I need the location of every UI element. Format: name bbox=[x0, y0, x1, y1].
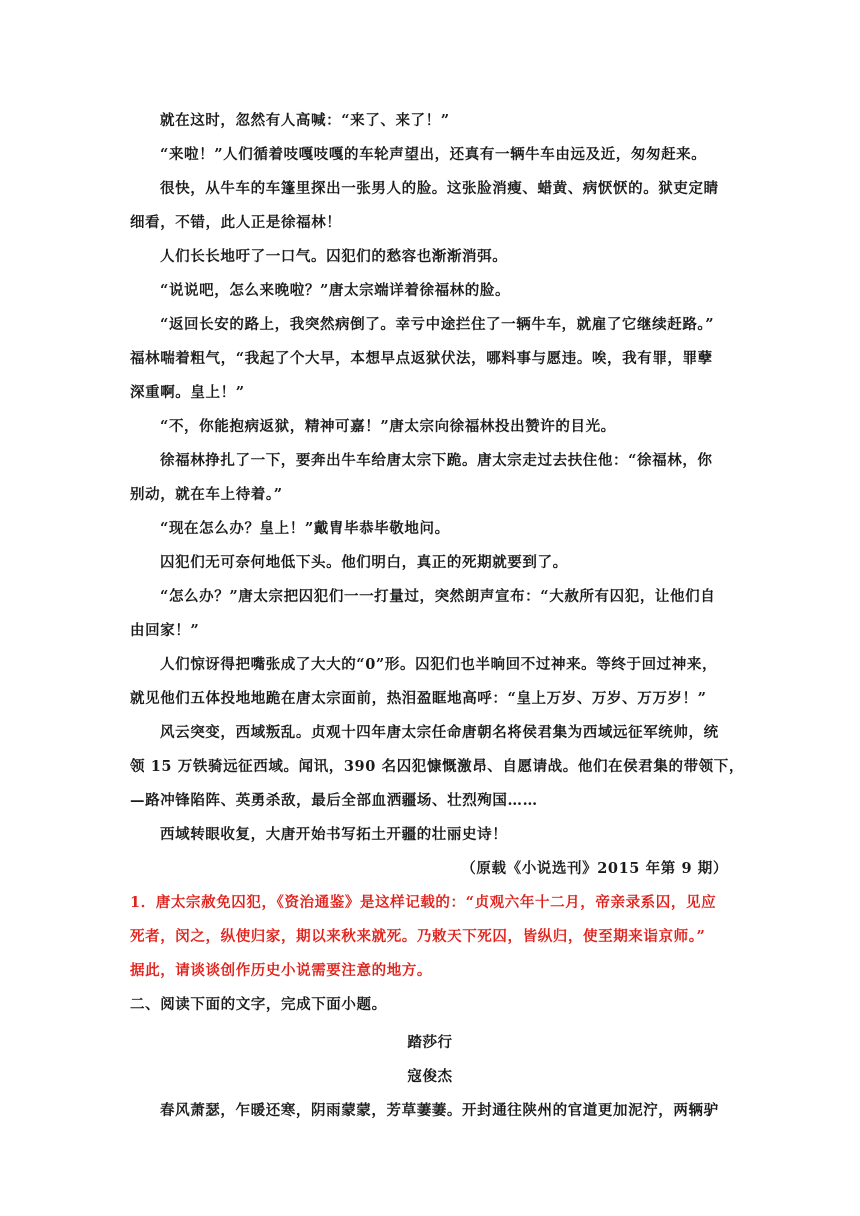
paragraph-line: 很快，从牛车的车篷里探出一张男人的脸。这张脸消瘦、蜡黄、病恹恹的。狱吏定睛 bbox=[160, 180, 719, 197]
paragraph-line: 春风萧瑟，乍暖还寒，阴雨蒙蒙，芳草萋萋。开封通往陕州的官道更加泥泞，两辆驴 bbox=[160, 1102, 719, 1119]
paragraph-line: “怎么办？”唐太宗把囚犯们一一打量过，突然朗声宣布：“大赦所有囚犯，让他们自 bbox=[160, 588, 716, 605]
paragraph-line: 由回家！” bbox=[130, 622, 200, 639]
paragraph-line: —路冲锋陷阵、英勇杀敌，最后全部血洒疆场、壮烈殉国…… bbox=[130, 792, 538, 809]
paragraph-line: 深重啊。皇上！” bbox=[130, 384, 245, 401]
section-heading: 二、阅读下面的文字，完成下面小题。 bbox=[130, 996, 387, 1013]
paragraph-line: 人们惊讶得把嘴张成了大大的“0”形。囚犯们也半晌回不过神来。等终于回过神来， bbox=[160, 656, 718, 673]
question-line: 死者，闵之，纵使归家，期以来秋来就死。乃敕天下死囚，皆纵归，使至期来诣京师。” bbox=[130, 928, 706, 945]
source-citation: （原载《小说选刊》2015 年第 9 期） bbox=[461, 860, 728, 877]
paragraph-line: 西域转眼收复，大唐开始书写拓土开疆的壮丽史诗！ bbox=[160, 826, 508, 843]
paragraph-line: 徐福林挣扎了一下，要奔出牛车给唐太宗下跪。唐太宗走过去扶住他：“徐福林，你 bbox=[160, 452, 713, 469]
paragraph-line: “不，你能抱病返狱，精神可嘉！”唐太宗向徐福林投出赞许的目光。 bbox=[160, 418, 616, 435]
document-page bbox=[130, 104, 744, 1128]
paragraph-line: “说说吧，怎么来晚啦？”唐太宗端详着徐福林的脸。 bbox=[160, 282, 511, 299]
paragraph-line: “返回长安的路上，我突然病倒了。幸亏中途拦住了一辆牛车，就雇了它继续赶路。” bbox=[160, 316, 715, 333]
question-line: 1．唐太宗赦免囚犯，《资治通鉴》是这样记载的：“贞观六年十二月，帝亲录系囚，见应 bbox=[130, 894, 717, 911]
story-author: 寇俊杰 bbox=[407, 1068, 453, 1085]
question-line: 据此，请谈谈创作历史小说需要注意的地方。 bbox=[130, 962, 432, 979]
paragraph-line: “现在怎么办？皇上！”戴胄毕恭毕敬地问。 bbox=[160, 520, 450, 537]
paragraph-line: 细看，不错，此人正是徐福林！ bbox=[130, 214, 342, 231]
paragraph-line: 就在这时，忽然有人高喊：“来了、来了！” bbox=[160, 112, 450, 129]
story-title: 踏莎行 bbox=[407, 1034, 453, 1051]
paragraph-line: 囚犯们无可奈何地低下头。他们明白，真正的死期就要到了。 bbox=[160, 554, 568, 571]
paragraph-line: 别动，就在车上待着。” bbox=[130, 486, 283, 503]
paragraph-line: 领 15 万铁骑远征西域。闻讯，390 名囚犯慷慨激昂、自愿请战。他们在侯君集的带领下， bbox=[130, 758, 744, 775]
paragraph-line: “来啦！”人们循着吱嘎吱嘎的车轮声望出，还真有一辆牛车由远及近，匆匆赶来。 bbox=[160, 146, 707, 163]
paragraph-line: 风云突变，西域叛乱。贞观十四年唐太宗任命唐朝名将侯君集为西域远征军统帅，统 bbox=[160, 724, 719, 741]
paragraph-line: 人们长长地吁了一口气。囚犯们的愁容也渐渐消弭。 bbox=[160, 248, 508, 265]
paragraph-line: 福林喘着粗气，“我起了个大早，本想早点返狱伏法，哪料事与愿违。唉，我有罪，罪孽 bbox=[130, 350, 713, 367]
paragraph-line: 就见他们五体投地地跪在唐太宗面前，热泪盈眶地高呼：“皇上万岁、万岁、万万岁！” bbox=[130, 690, 707, 707]
